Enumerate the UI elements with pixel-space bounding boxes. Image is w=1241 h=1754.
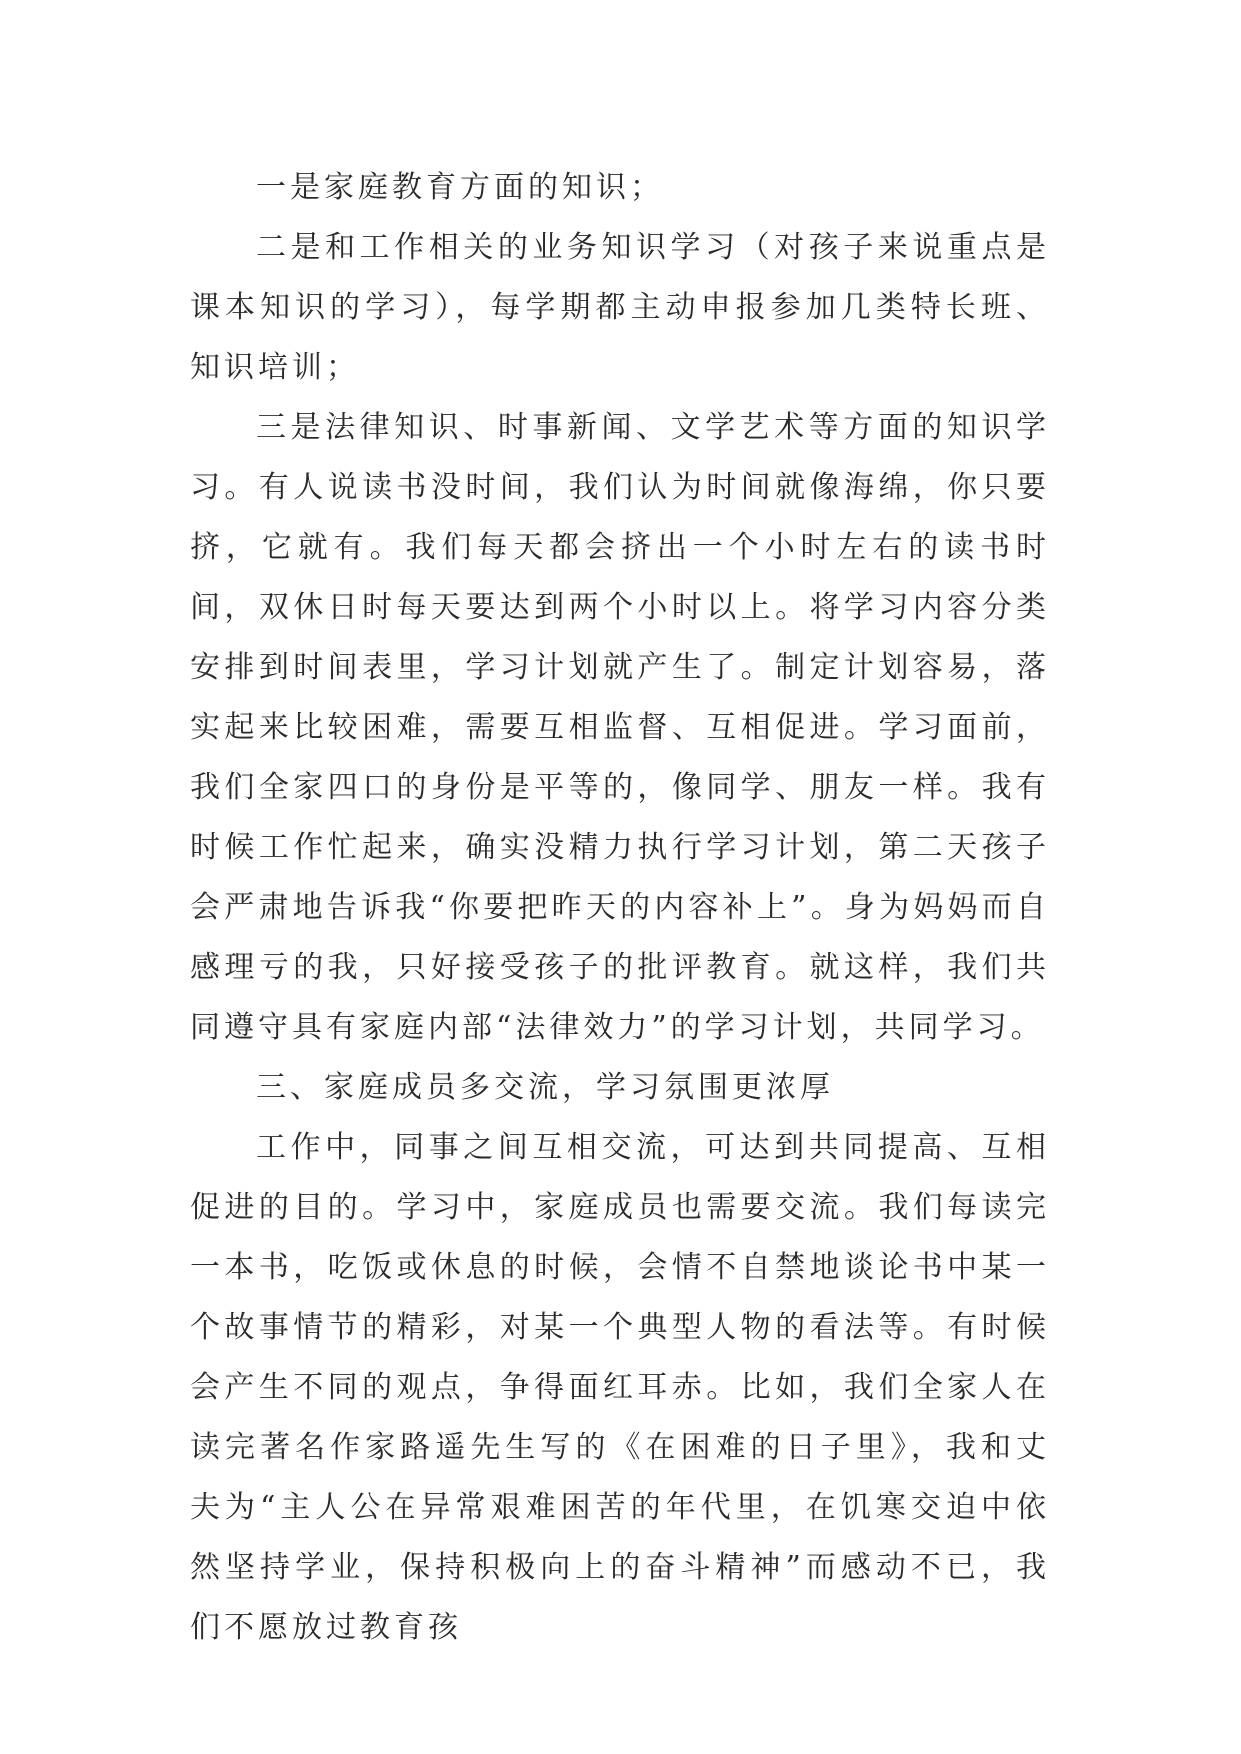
document-body bbox=[190, 158, 1050, 1658]
paragraph-family-communication: 工作中，同事之间互相交流，可达到共同提高、互相促进的目的。学习中，家庭成员也需要交流。我们每读完一本书，吃饭或休息的时候，会情不自禁地谈论书中某一个故事情节的精彩，对某一个典型人物的看法等。有时候会产生不同的观点，争得面红耳赤。比如，我们全家人在读完著名作家路遥先生写的《在困难的日子里》，我和丈夫为“主人公在异常艰难困苦的年代里，在饥寒交迫中依然坚持学业，保持积极向上的奋斗精神”而感动不已，我们不愿放过教育孩 bbox=[190, 1130, 1050, 1645]
section-heading-communication: 三、家庭成员多交流，学习氛围更浓厚 bbox=[256, 1070, 834, 1105]
paragraph-work-knowledge: 二是和工作相关的业务知识学习（对孩子来说重点是课本知识的学习），每学期都主动申报参加几类特长班、知识培训； bbox=[190, 230, 1050, 385]
paragraph-law-knowledge: 三是法律知识、时事新闻、文学艺术等方面的知识学习。有人说读书没时间，我们认为时间就像海绵，你只要挤，它就有。我们每天都会挤出一个小时左右的读书时间，双休日时每天要达到两个小时以上。将学习内容分类安排到时间表里，学习计划就产生了。制定计划容易，落实起来比较困难，需要互相监督、互相促进。学习面前，我们全家四口的身份是平等的，像同学、朋友一样。我有时候工作忙起来，确实没精力执行学习计划，第二天孩子会严肃地告诉我“你要把昨天的内容补上”。身为妈妈而自感理亏的我，只好接受孩子的批评教育。就这样，我们共同遵守具有家庭内部“法律效力”的学习计划，共同学习。 bbox=[190, 410, 1050, 1045]
paragraph-family-education: 一是家庭教育方面的知识； bbox=[256, 170, 664, 205]
